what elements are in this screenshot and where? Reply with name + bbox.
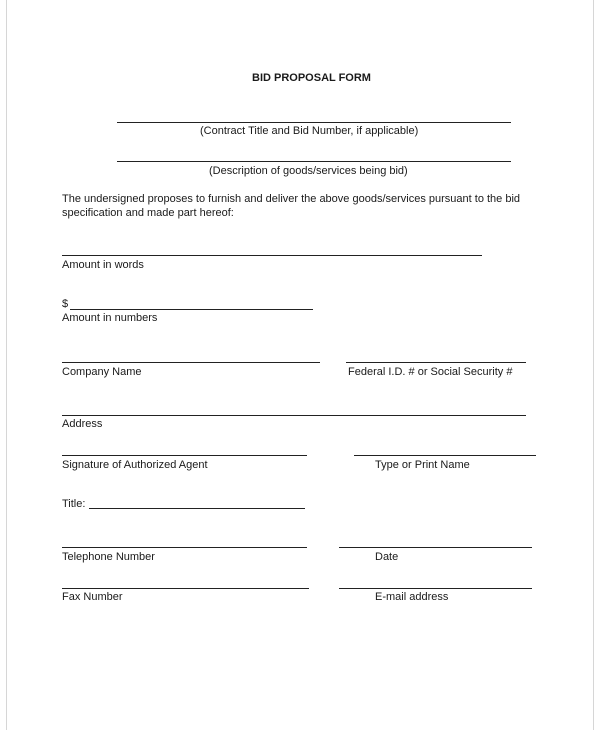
amount-words-label: Amount in words xyxy=(62,259,144,271)
amount-words-line[interactable] xyxy=(62,255,482,256)
address-label: Address xyxy=(62,418,103,430)
company-name-label: Company Name xyxy=(62,366,142,378)
signature-label: Signature of Authorized Agent xyxy=(62,459,208,471)
federal-id-label: Federal I.D. # or Social Security # xyxy=(348,366,513,378)
fax-label: Fax Number xyxy=(62,591,123,603)
title-label: Title: xyxy=(62,498,86,510)
telephone-label: Telephone Number xyxy=(62,551,155,563)
type-print-label: Type or Print Name xyxy=(375,459,470,471)
fax-line[interactable] xyxy=(62,588,309,589)
form-title: BID PROPOSAL FORM xyxy=(252,72,371,84)
amount-numbers-label: Amount in numbers xyxy=(62,312,158,324)
amount-numbers-line[interactable] xyxy=(70,309,313,310)
date-label: Date xyxy=(375,551,399,563)
company-name-line[interactable] xyxy=(62,362,320,363)
address-line[interactable] xyxy=(62,415,526,416)
telephone-line[interactable] xyxy=(62,547,307,548)
document-page xyxy=(6,0,594,730)
federal-id-line[interactable] xyxy=(346,362,526,363)
description-line[interactable] xyxy=(117,161,511,162)
email-label: E-mail address xyxy=(375,591,449,603)
print-name-line[interactable] xyxy=(354,455,536,456)
title-line[interactable] xyxy=(89,508,305,509)
contract-caption: (Contract Title and Bid Number, if applicable) xyxy=(200,125,419,137)
date-line[interactable] xyxy=(339,547,532,548)
email-line[interactable] xyxy=(339,588,532,589)
dollar-sign: $ xyxy=(62,298,69,310)
signature-line[interactable] xyxy=(62,455,307,456)
proposal-paragraph: The undersigned proposes to furnish and deliver the above goods/services pursuant to the bid specification and made part hereof: xyxy=(62,193,521,219)
description-caption: (Description of goods/services being bid) xyxy=(209,165,408,177)
contract-title-line[interactable] xyxy=(117,122,511,123)
